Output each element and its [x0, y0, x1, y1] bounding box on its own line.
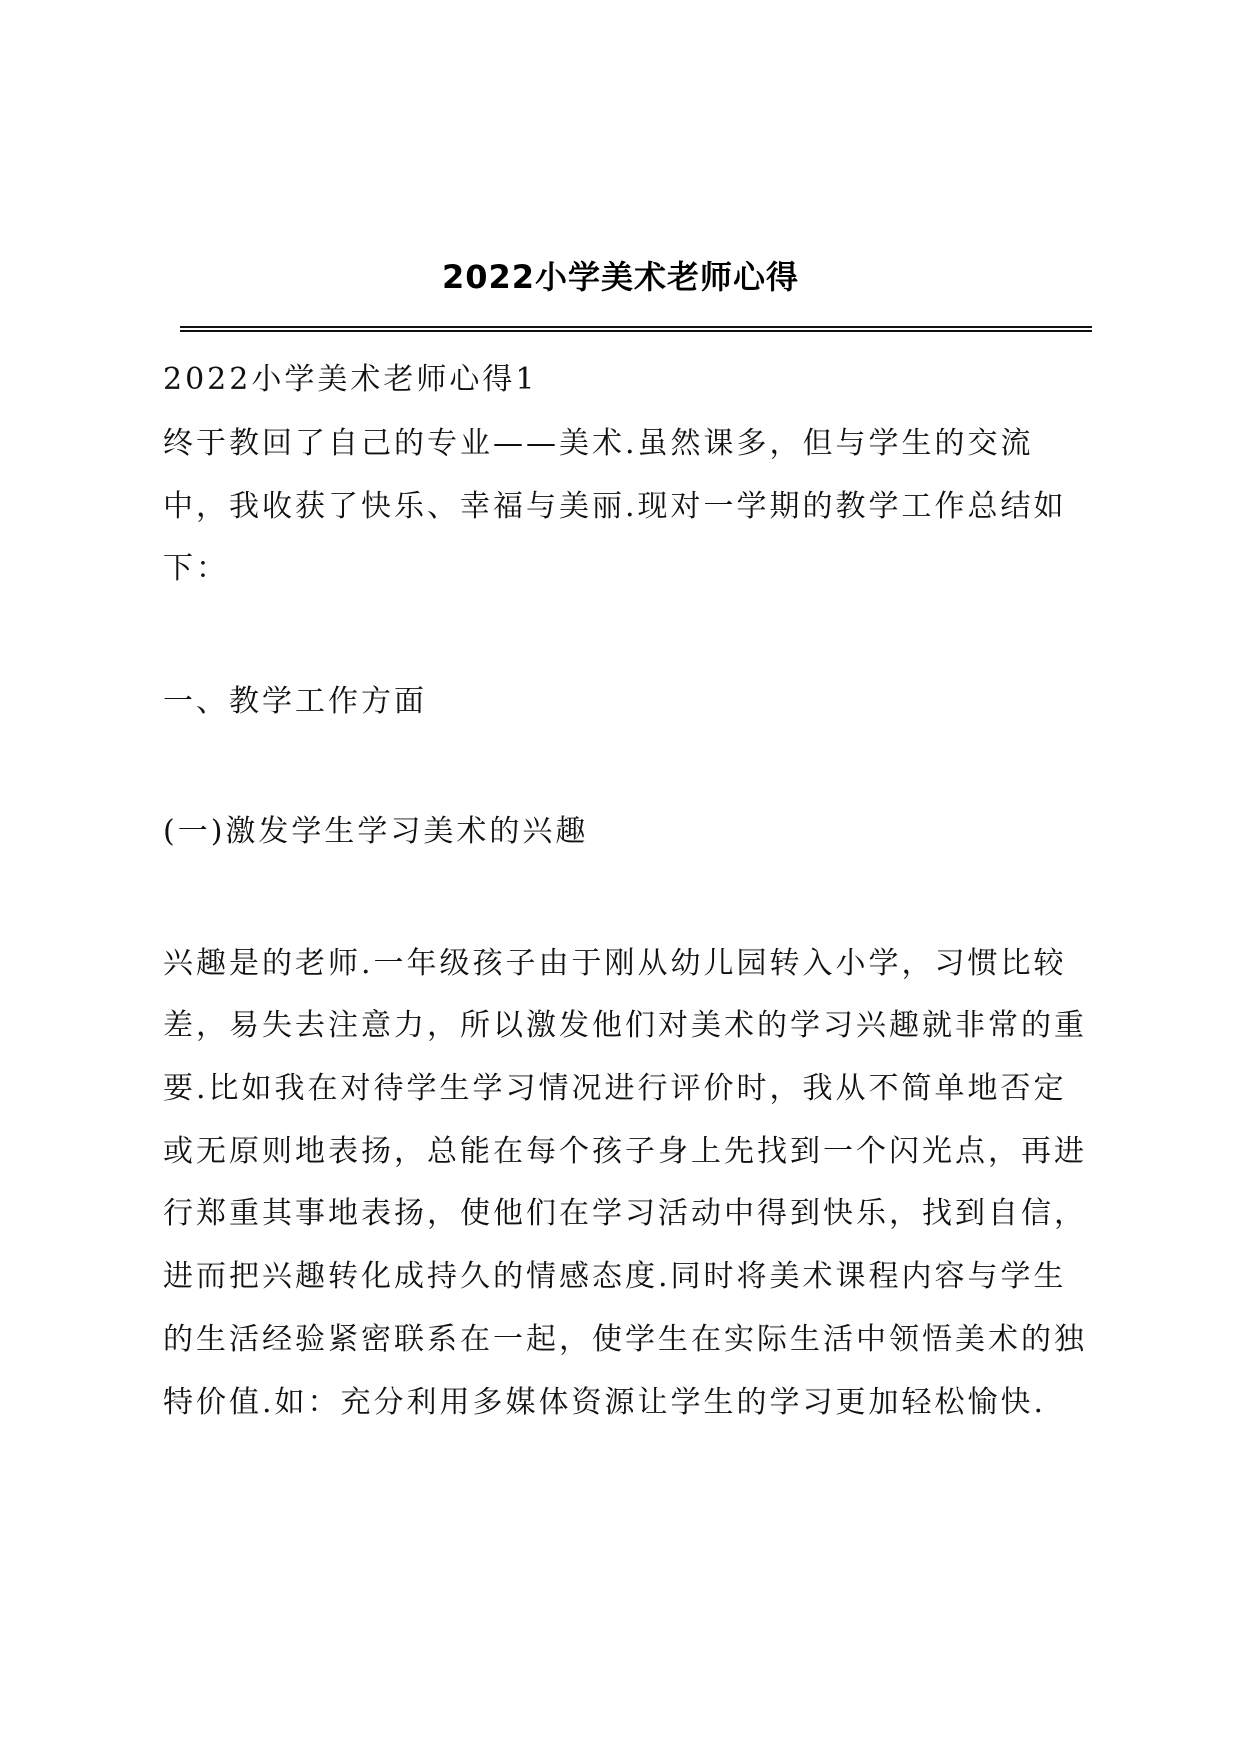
- body-line-1: 兴趣是的老师.一年级孩子由于刚从幼儿园转入小学，习惯比较: [163, 946, 1067, 981]
- body-line-7: 的生活经验紧密联系在一起，使学生在实际生活中领悟美术的独: [163, 1322, 1087, 1357]
- intro-line-1: 终于教回了自己的专业——美术.虽然课多，但与学生的交流: [163, 426, 1034, 461]
- section-heading: 一、教学工作方面: [163, 684, 427, 719]
- section-subtitle: 2022小学美术老师心得1: [163, 362, 538, 397]
- intro-line-2: 中，我收获了快乐、幸福与美丽.现对一学期的教学工作总结如: [163, 489, 1067, 524]
- subsection-heading: (一)激发学生学习美术的兴趣: [163, 814, 589, 849]
- intro-line-3: 下：: [163, 551, 229, 586]
- body-line-4: 或无原则地表扬，总能在每个孩子身上先找到一个闪光点，再进: [163, 1134, 1087, 1169]
- title-divider: [180, 326, 1092, 332]
- document-title: 2022小学美术老师心得: [441, 258, 800, 296]
- body-line-8: 特价值.如：充分利用多媒体资源让学生的学习更加轻松愉快.: [163, 1385, 1047, 1420]
- body-line-2: 差，易失去注意力，所以激发他们对美术的学习兴趣就非常的重: [163, 1008, 1087, 1043]
- body-line-6: 进而把兴趣转化成持久的情感态度.同时将美术课程内容与学生: [163, 1259, 1067, 1294]
- body-line-5: 行郑重其事地表扬，使他们在学习活动中得到快乐，找到自信，: [163, 1196, 1087, 1231]
- body-line-3: 要.比如我在对待学生学习情况进行评价时，我从不简单地否定: [163, 1071, 1067, 1106]
